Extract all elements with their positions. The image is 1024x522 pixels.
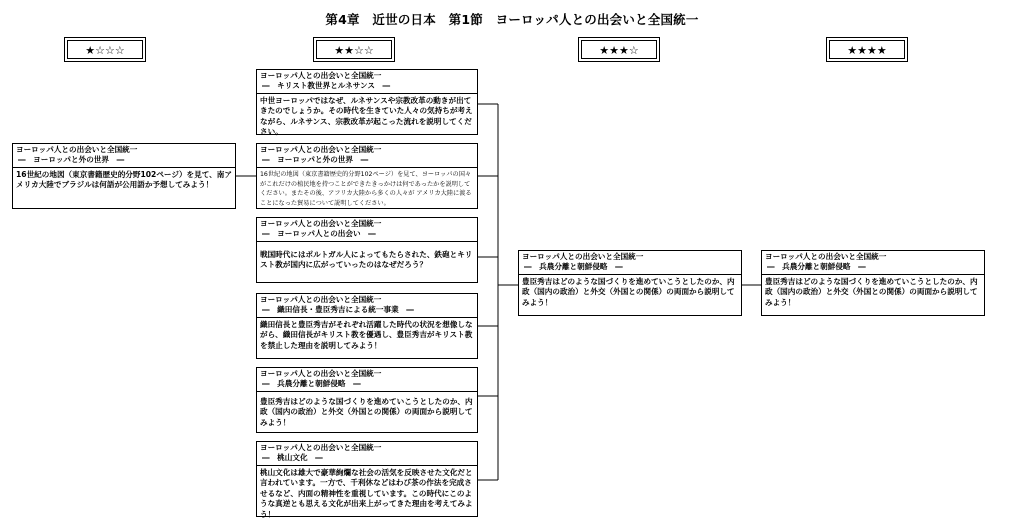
card-body: 中世ヨーロッパではなぜ、ルネサンスや宗教改革の動きが出てきたのでしょうか。その時代を生きていた人々の気持ちが考えながら、ルネサンス、宗教改革が起こった流れを説明してください。 (260, 96, 473, 137)
card-body: 戦国時代にはポルトガル人によってもたらされた、鉄砲とキリスト教が国内に広がっていったのはなぜだろう？ (260, 250, 473, 270)
level-4-label: ★★★★ (829, 40, 905, 59)
card-body: 豊臣秀吉はどのような国づくりを進めていこうとしたのか、内政（国内の政治）と外交（外国との関係）の両面から説明してみよう！ (765, 277, 978, 307)
card-subheader: ― 兵農分離と朝鮮侵略 ― (767, 262, 866, 271)
card-col2-heino-bunri (256, 367, 478, 433)
level-3-label: ★★★☆ (581, 40, 657, 59)
card-col2-europe-outside (256, 143, 478, 209)
card-subheader: ― 兵農分離と朝鮮侵略 ― (524, 262, 623, 271)
card-body: 16世紀の地図（東京書籍歴史的分野102ページ）を見て、ヨーロッパの国々がこれだけの植民地を持つことができたきっかけは何であったかを説明してください。またその後、アフリカ大陸から多くの人々が アメリカ大陸に渡ることになった貿易について説明してください。 (260, 171, 472, 207)
card-header: ヨーロッパ人との出会いと全国統一 (260, 71, 382, 80)
card-header: ヨーロッパ人との出会いと全国統一 (260, 219, 382, 228)
card-col2-christian-world (256, 69, 478, 135)
card-subheader: ― ヨーロッパと外の世界 ― (262, 155, 369, 164)
card-body: 16世紀の地図（東京書籍歴史的分野102ページ）を見て、南アメリカ大陸でブラジルは何語が公用語か予想してみよう！ (16, 170, 232, 190)
card-header: ヨーロッパ人との出会いと全国統一 (16, 145, 138, 154)
card-subheader: ― ヨーロッパ人との出会い ― (262, 229, 376, 238)
card-header: ヨーロッパ人との出会いと全国統一 (260, 369, 382, 378)
card-subheader: ― ヨーロッパと外の世界 ― (18, 155, 125, 164)
page-title: 第4章 近世の日本 第1節 ヨーロッパ人との出会いと全国統一 (325, 12, 699, 27)
card-body: 織田信長と豊臣秀吉がそれぞれ活躍した時代の状況を想像しながら、織田信長がキリスト教を優遇し、豊臣秀吉がキリスト教を禁止した理由を説明してみよう！ (260, 320, 473, 350)
card-body: 豊臣秀吉はどのような国づくりを進めていこうとしたのか、内政（国内の政治）と外交（外国との関係）の両面から説明してみよう！ (522, 277, 735, 307)
card-col2-momoyama (256, 441, 478, 517)
card-col2-unification (256, 293, 478, 359)
card-header: ヨーロッパ人との出会いと全国統一 (260, 145, 382, 154)
card-col3 (518, 250, 742, 316)
card-subheader: ― 織田信長・豊臣秀吉による統一事業 ― (262, 305, 414, 314)
card-body: 豊臣秀吉はどのような国づくりを進めていこうとしたのか、内政（国内の政治）と外交（外国との関係）の両面から説明してみよう！ (260, 397, 473, 427)
card-header: ヨーロッパ人との出会いと全国統一 (260, 295, 382, 304)
card-col2-encounter (256, 217, 478, 283)
card-subheader: ― 桃山文化 ― (262, 453, 323, 462)
card-header: ヨーロッパ人との出会いと全国統一 (522, 252, 644, 261)
card-subheader: ― キリスト教世界とルネサンス ― (262, 81, 391, 90)
card-col1 (12, 143, 236, 209)
card-header: ヨーロッパ人との出会いと全国統一 (765, 252, 887, 261)
level-2-label: ★★☆☆ (316, 40, 392, 59)
card-header: ヨーロッパ人との出会いと全国統一 (260, 443, 382, 452)
card-body: 桃山文化は雄大で豪華絢爛な社会の活気を反映させた文化だと言われています。一方で、千利休などはわび茶の作法を完成させるなど、内面の精神性を重視しています。この時代にこのような真逆とも思える文化が出来上がってきた理由を考えてみよう！ (260, 468, 473, 519)
level-1-label: ★☆☆☆ (67, 40, 143, 59)
card-subheader: ― 兵農分離と朝鮮侵略 ― (262, 379, 361, 388)
card-col4 (761, 250, 985, 316)
